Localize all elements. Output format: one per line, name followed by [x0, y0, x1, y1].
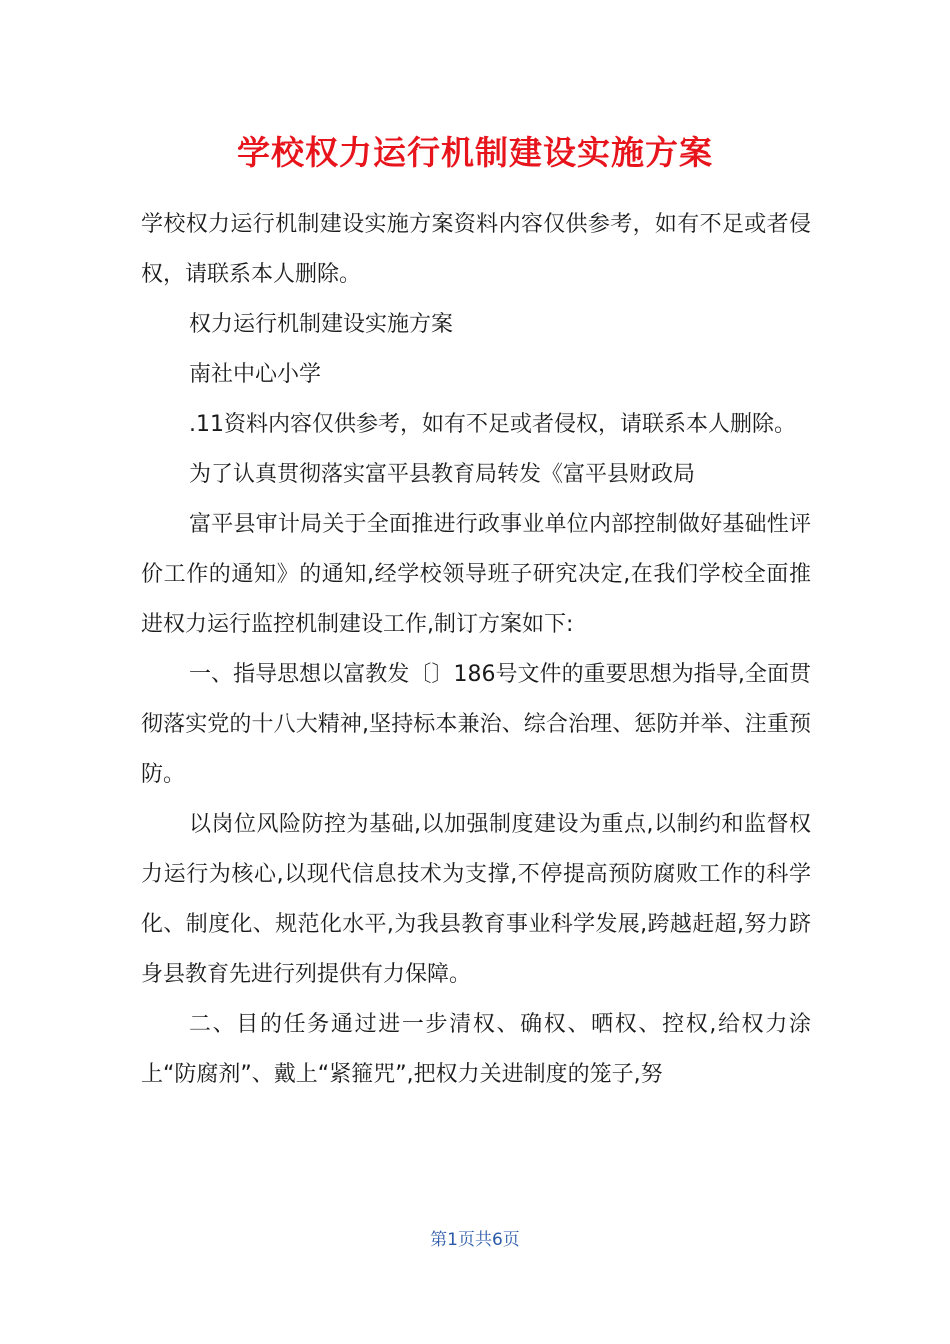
- paragraph: 二、目的任务通过进一步清权、确权、晒权、控权,给权力涂上“防腐剂”、戴上“紧箍咒”,把权力关进制度的笼子,努: [141, 1012, 811, 1087]
- paragraph: 权力运行机制建设实施方案: [189, 312, 454, 337]
- paragraph: 一、指导思想以富教发〔〕186号文件的重要思想为指导,全面贯彻落实党的十八大精神,坚持标本兼治、综合治理、惩防并举、注重预防。: [141, 662, 811, 787]
- paragraph: 为了认真贯彻落实富平县教育局转发《富平县财政局: [189, 462, 696, 487]
- paragraph: .11资料内容仅供参考，如有不足或者侵权，请联系本人删除。: [189, 412, 796, 437]
- paragraph: 学校权力运行机制建设实施方案资料内容仅供参考，如有不足或者侵权，请联系本人删除。: [141, 212, 811, 287]
- document-title: 学校权力运行机制建设实施方案: [237, 133, 713, 172]
- document-body: [141, 200, 811, 1100]
- paragraph: 以岗位风险防控为基础,以加强制度建设为重点,以制约和监督权力运行为核心,以现代信息技术为支撑,不停提高预防腐败工作的科学化、制度化、规范化水平,为我县教育事业科学发展,跨越赶超,努力跻身县教育先进行列提供有力保障。: [141, 812, 811, 987]
- paragraph: 南社中心小学: [189, 362, 322, 387]
- page-number-footer: 第1页共6页: [430, 1230, 520, 1250]
- paragraph: 富平县审计局关于全面推进行政事业单位内部控制做好基础性评价工作的通知》的通知,经学校领导班子研究决定,在我们学校全面推进权力运行监控机制建设工作,制订方案如下:: [141, 512, 811, 637]
